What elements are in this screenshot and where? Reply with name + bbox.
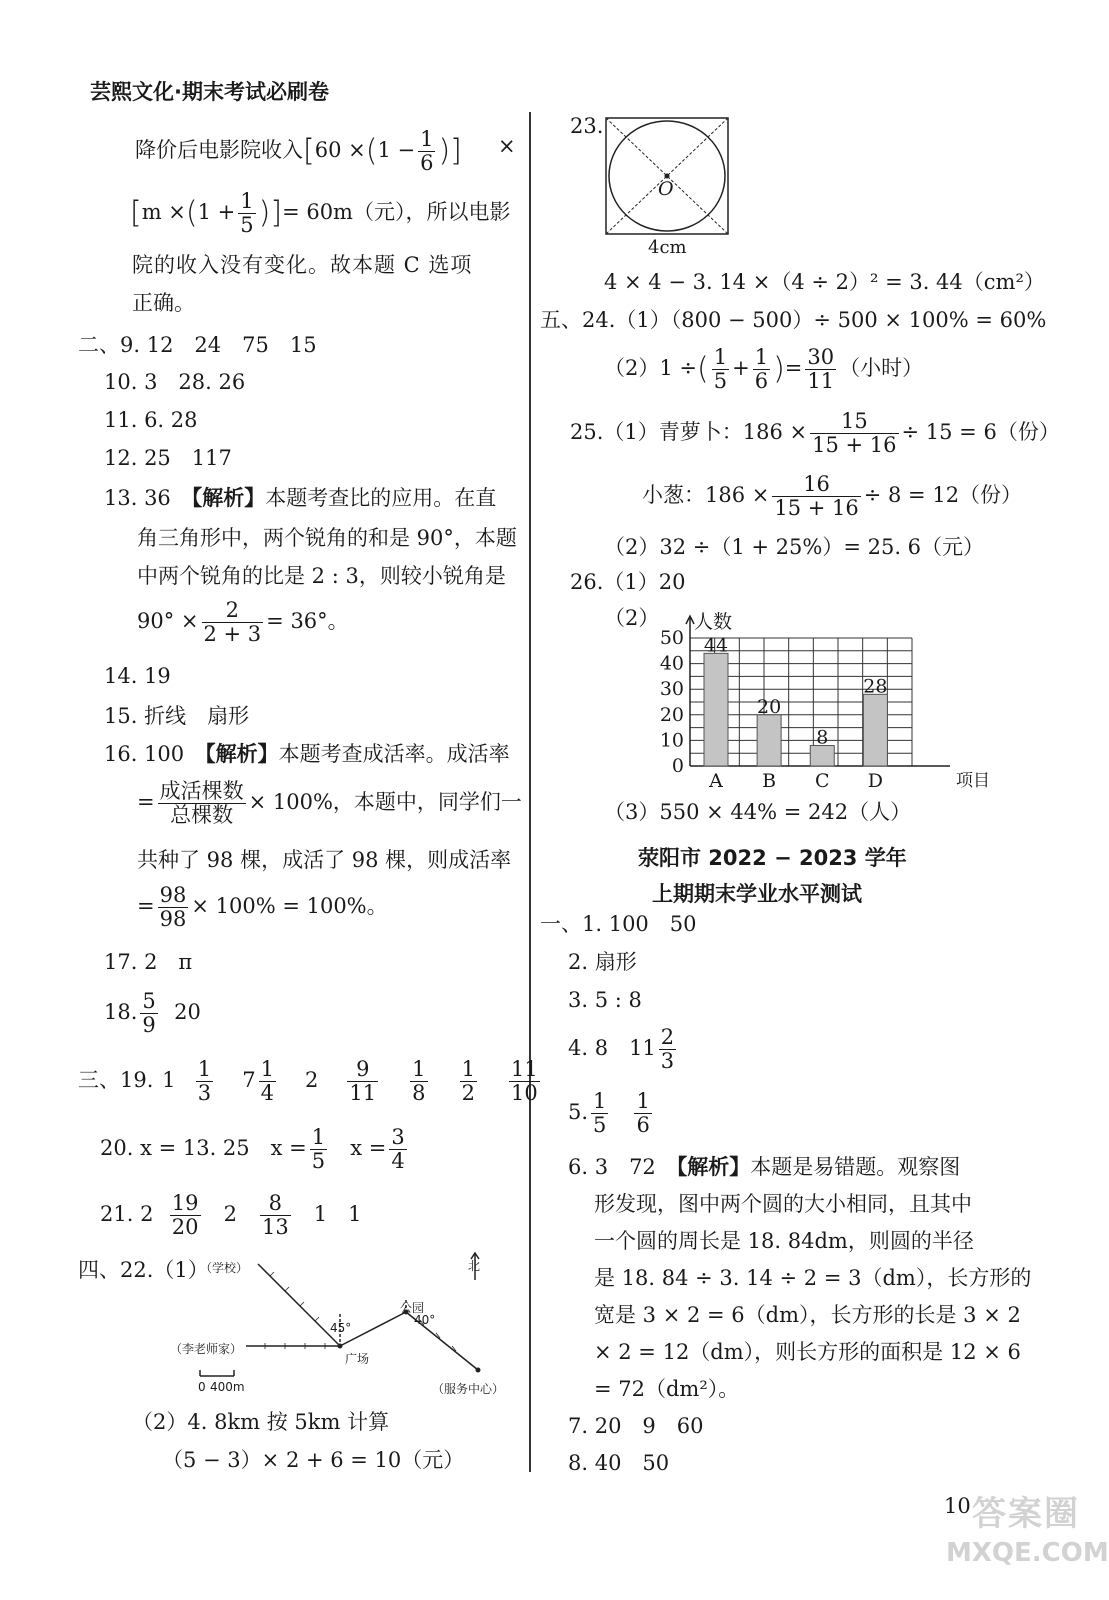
- answer-b7: 7. 20 9 60: [568, 1414, 704, 1438]
- answer-25-part-1b: 小葱：186 × $\frac{16}{15 + 16}$ ÷ 8 = 12（份）: [642, 472, 1023, 521]
- map-label-teacher: （李老师家）: [170, 1342, 243, 1356]
- fraction: $\frac{1}{6}$: [754, 345, 769, 394]
- fraction: $\frac{1}{4}$: [260, 1057, 274, 1106]
- bar-value-label: 44: [703, 634, 729, 657]
- answer-18: 18. $\frac{5}{9}$ 20: [104, 989, 201, 1038]
- analysis-tag: 【解析】: [205, 742, 279, 766]
- answer-b6-line-7: = 72（dm²）。: [594, 1377, 740, 1401]
- map-angle-45: 45°: [330, 1321, 352, 1335]
- fraction: $\frac{19}{20}$: [171, 1191, 199, 1240]
- side-length-label: 4cm: [648, 237, 687, 258]
- x-tick-label: C: [814, 770, 830, 792]
- answer-b8: 8. 40 50: [568, 1451, 670, 1475]
- distance-tick: [270, 1272, 274, 1276]
- answer-13-line-3: 中两个锐角的比是 2 : 3，则较小锐角是: [137, 564, 506, 588]
- fraction: $\frac{2}{3}$: [660, 1025, 675, 1074]
- answer-22-part-2: （2）4. 8km 按 5km 计算: [132, 1410, 390, 1434]
- answer-b5: 5. $\frac{1}{5}$ $\frac{1}{6}$: [568, 1089, 650, 1138]
- y-axis-title: 人数: [694, 611, 733, 633]
- fraction: $\frac{1}{2}$: [461, 1057, 475, 1106]
- distance-tick: [300, 1302, 304, 1306]
- y-tick-label: 50: [659, 627, 684, 649]
- analysis-tag: 【解析】: [191, 486, 266, 510]
- answer-26-part-1: 26.（1）20: [570, 570, 686, 594]
- answer-25-part-2: （2）32 ÷（1 + 25%）= 25. 6（元）: [604, 535, 985, 559]
- bar-B: [757, 715, 781, 766]
- map-label-park: 公园: [400, 1301, 425, 1315]
- fraction: $\frac{1}{5}$: [593, 1089, 607, 1138]
- fraction: $\frac{98}{98}$: [159, 883, 187, 932]
- fraction: $\frac{30}{11}$: [807, 345, 835, 394]
- x-axis-title: 项目: [956, 771, 990, 791]
- answer-16-line-2: = $\frac{\text{成活棵数}}{\text{总棵数}}$ × 100%，本题中，同学们一: [137, 779, 522, 828]
- answer-23-calc: 4 × 4 − 3. 14 ×（4 ÷ 2）² = 3. 44（cm²）: [604, 270, 1045, 294]
- q8-line-4: 正确。: [132, 291, 195, 315]
- answer-24-part-2: （2）1 ÷( $\frac{1}{5}$ + $\frac{1}{6}$ )= $\frac{30}{11}$ （小时）: [604, 345, 924, 394]
- section-title-line-1: 荥阳市 2022 − 2023 学年: [638, 846, 907, 870]
- fraction: $\frac{1}{5}$: [240, 189, 254, 238]
- q8-line-3: 院的收入没有变化。故本题 C 选项: [132, 253, 473, 277]
- y-tick-label: 40: [659, 652, 684, 675]
- answer-22-part-3: （5 − 3）× 2 + 6 = 10（元）: [162, 1448, 465, 1472]
- answer-b1: 一、1. 100 50: [540, 912, 697, 936]
- x-tick-label: D: [867, 770, 884, 792]
- answer-24-part-1: 五、24.（1）（800 − 500）÷ 500 × 100% = 60%: [540, 308, 1047, 332]
- answer-b2: 2. 扇形: [568, 950, 637, 974]
- answer-b6-line-5: 宽是 3 × 2 = 6（dm），长方形的长是 3 × 2: [594, 1303, 1021, 1327]
- answer-13-line-4: 90° × $\frac{2}{2 + 3}$ = 36°。: [137, 598, 349, 647]
- answer-22: 四、22.（1）: [78, 1258, 209, 1282]
- answer-b6-line-3: 一个圆的周长是 18. 84dm，则圆的半径: [594, 1229, 974, 1253]
- page-number: 10: [944, 1494, 971, 1518]
- answer-12: 12. 25 117: [104, 446, 232, 470]
- fraction: $\frac{15}{15 + 16}$: [812, 409, 897, 458]
- map-scale-value: 400m: [210, 1380, 245, 1394]
- watermark-logo: 答案圈: [972, 1494, 1080, 1534]
- bar-C: [810, 746, 834, 766]
- fraction: $\frac{16}{15 + 16}$: [774, 472, 859, 521]
- distance-tick: [285, 1287, 289, 1291]
- distance-tick: [315, 1317, 319, 1321]
- map-label-service: （服务中心）: [432, 1382, 505, 1396]
- bar-chart: [632, 598, 990, 798]
- answer-10: 10. 3 28. 26: [104, 370, 246, 394]
- map-label-square: 广场: [345, 1352, 370, 1366]
- answer-26-part-3: （3）550 × 44% = 242（人）: [604, 800, 912, 824]
- answer-9: 二、9. 12 24 75 15: [78, 333, 317, 357]
- bar-value-label: 8: [816, 726, 829, 749]
- fraction: $\frac{3}{4}$: [391, 1125, 405, 1174]
- fraction: $\frac{1}{5}$: [713, 345, 728, 394]
- fraction: $\frac{\text{成活棵数}}{\text{总棵数}}$: [159, 779, 244, 828]
- bar-A: [704, 653, 728, 766]
- answer-b6-line-1: 6. 3 72 【解析】本题是易错题。观察图: [568, 1155, 961, 1179]
- service-point: [476, 1368, 481, 1373]
- fraction: $\frac{1}{5}$: [311, 1125, 326, 1174]
- x-tick-label: B: [762, 770, 777, 792]
- answer-14: 14. 19: [104, 664, 171, 688]
- analysis-tag: 【解析】: [676, 1155, 751, 1179]
- answer-13-line-2: 角三角形中，两个锐角的和是 90°，本题: [137, 526, 517, 550]
- answer-11: 11. 6. 28: [104, 408, 198, 432]
- answer-b6-line-6: × 2 = 12（dm），则长方形的面积是 12 × 6: [594, 1340, 1021, 1364]
- answer-16-line-4: = $\frac{98}{98}$ × 100% = 100%。: [137, 883, 388, 932]
- answer-b6-line-2: 形发现，图中两个圆的大小相同，且其中: [594, 1192, 972, 1216]
- route-school-square: [258, 1264, 340, 1346]
- answer-16-line-1: 16. 100 【解析】本题考查成活率。成活率: [104, 742, 510, 766]
- square-point: [338, 1344, 343, 1349]
- square-circle-figure: [600, 114, 732, 238]
- answer-b6-line-4: 是 18. 84 ÷ 3. 14 ÷ 2 = 3（dm），长方形的: [594, 1266, 1032, 1290]
- y-tick-label: 0: [671, 755, 684, 777]
- q8-line-1: 降价后电影院收入[60 ×(1 − $\frac{1}{6}$ )]: [135, 127, 462, 176]
- answer-21: 21. 2 $\frac{19}{20}$ 2 $\frac{8}{13}$ 1 1: [100, 1191, 362, 1240]
- map-label-school: （学校）: [200, 1261, 249, 1275]
- answer-15: 15. 折线 扇形: [104, 704, 250, 728]
- answer-20: 20. x = 13. 25 x = $\frac{1}{5}$ x = $\frac{3}{4}$: [100, 1125, 405, 1174]
- y-tick-label: 10: [659, 729, 684, 752]
- bar-value-label: 20: [757, 695, 782, 718]
- map-label-north: 北: [468, 1259, 481, 1273]
- answer-16-line-3: 共种了 98 棵，成活了 98 棵，则成活率: [137, 848, 512, 872]
- answer-17: 17. 2 π: [104, 950, 193, 974]
- watermark-url: MXQE.COM: [946, 1538, 1109, 1568]
- fraction: $\frac{11}{10}$: [510, 1057, 538, 1106]
- fraction: $\frac{1}{6}$: [420, 127, 434, 176]
- page-header: 芸熙文化·期末考试必刷卷: [90, 80, 329, 104]
- answer-25-part-1a: 25.（1）青萝卜：186 × $\frac{15}{15 + 16}$ ÷ 15 = 6（份）: [570, 409, 1060, 458]
- answer-b4: 4. 8 11 $\frac{2}{3}$: [568, 1025, 675, 1074]
- answer-19: 三、19. 1 $\frac{1}{3}$ 7 $\frac{1}{4}$ 2 $\frac{9}{11}$ $\frac{1}{8}$ $\frac{1}{2}$ $\frac{11}{10}$: [78, 1057, 538, 1106]
- q8-line-2: [m ×(1 + $\frac{1}{5}$ )]= 60m（元），所以电影: [130, 189, 511, 238]
- answer-b3: 3. 5 : 8: [568, 988, 642, 1012]
- answer-26-part-2: （2）: [604, 606, 660, 630]
- section-title-line-2: 上期期末学业水平测试: [652, 882, 862, 906]
- y-tick-label: 30: [659, 678, 684, 701]
- fraction: $\frac{1}{8}$: [412, 1057, 426, 1106]
- fraction: $\frac{5}{9}$: [142, 989, 156, 1038]
- map-angle-40: 40°: [414, 1313, 436, 1327]
- q8-times: ×: [498, 134, 516, 158]
- answer-23-label: 23.: [570, 114, 604, 138]
- column-divider: [529, 112, 531, 1472]
- fraction: $\frac{2}{2 + 3}$: [203, 598, 262, 647]
- fraction: $\frac{1}{3}$: [197, 1057, 212, 1106]
- circle-center-label: O: [658, 178, 674, 200]
- bar-value-label: 28: [863, 675, 888, 698]
- fraction: $\frac{1}{6}$: [636, 1089, 650, 1138]
- y-tick-label: 20: [659, 703, 684, 726]
- fraction: $\frac{9}{11}$: [349, 1057, 377, 1106]
- map-scale-zero: 0: [198, 1380, 206, 1394]
- answer-13-line-1: 13. 36 【解析】本题考查比的应用。在直: [104, 486, 497, 510]
- fraction: $\frac{8}{13}$: [261, 1191, 289, 1240]
- x-tick-label: A: [709, 770, 723, 792]
- bar-D: [863, 694, 887, 766]
